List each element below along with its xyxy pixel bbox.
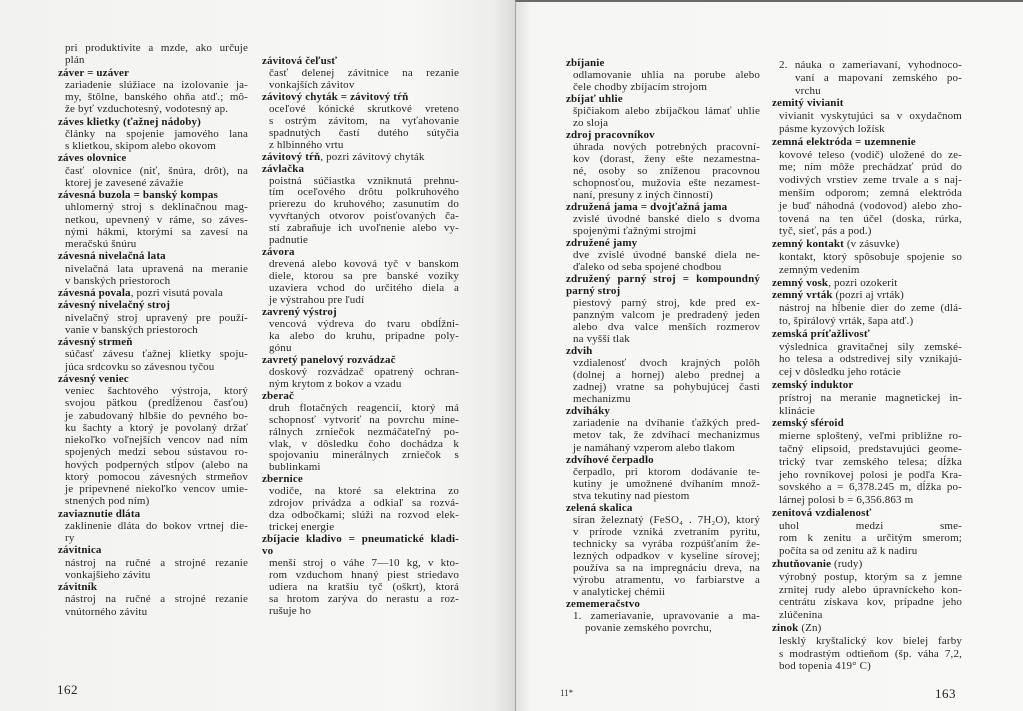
definition-line: zemným vedením [779,263,860,276]
headword-gloss: (Zn) [798,622,822,635]
definition-line: technicky sa vyrába rozpúšťaním že- [573,537,760,550]
definition-line: sa hrotom zarýva do nerastu a roz- [269,592,459,605]
headword: záver = uzáver [58,66,130,79]
headword: združené jamy [566,237,638,250]
definition-line: hových podperných stĺpov (alebo na [65,458,248,471]
headword: združený parný stroj = kompoundný [566,273,760,286]
definition-line: zdrojov privádza a odkiaľ sa rozvá- [269,497,459,510]
definition-line: zo sloja [573,117,609,130]
headword-continuation: parný stroj [566,285,621,298]
headword: závitník [58,581,98,593]
text-column [566,57,760,634]
definition-line: časť delenej závitnice na rezanie [269,66,459,79]
definition-line: drevená alebo kovová tyč v banskom [269,258,459,271]
definition-line: nástroj na ručné a strojné rezanie [65,593,248,606]
definition-line: vencová výdreva do tvaru obdĺžni- [269,317,459,330]
headword: zavrený výstroj [262,306,337,319]
definition-line: menší stroj o váhe 7—10 kg, v kto- [269,557,459,570]
definition-line: je výstrahou pre ľudí [269,294,365,307]
definition-line: diele, ktorou sa pre banské vozíky [269,270,459,283]
definition-line: tačný elipsoid, predstavujúci geome- [779,442,962,455]
definition-line: lezných odpadkov v kyseline sírovej; [573,549,760,562]
definition-line: uhlomerný stroj s deklinačnou mag- [65,201,248,214]
definition-line: čele chodby zbíjacím strojom [573,81,708,94]
definition-line: články na spojenie jamového lana [65,127,248,140]
definition-line: ho telesa a odstredivej sily vznikajú- [779,353,962,366]
headword: zdvíhové čerpadlo [566,453,654,466]
definition-line: vodivých vrstiev zeme trvale a s naj- [779,174,962,187]
definition-continuation: vrchu [795,84,821,97]
definition-line: používa sa na impregnáciu dreva, na [573,561,760,574]
entry-line [772,277,962,290]
definition-line: že byť vzduchotesný, vodotesný ap. [65,103,229,116]
definition-line: gónu [269,341,292,354]
definition-line: zariadenie slúžiace na izolovanie ja- [65,78,248,91]
definition-line: bod topenia 419° C) [779,660,871,673]
headword: závitnica [58,544,102,557]
headword: závesná povala [58,287,131,299]
definition-line: jeho rovníkovej polosi je podľa Kra- [779,468,962,481]
definition-line: nivelačný stroj upravený pre použí- [65,311,248,324]
definition-line: ku šachty a ktorý je povolaný držať [65,421,248,434]
definition-line: schopnosť vytvoriť na povrchu mine- [269,413,459,426]
definition-line: kontakt, ktorý spôsobuje spojenie so [779,250,962,263]
definition-line: uhol medzi sme- [779,519,962,532]
headword-gloss: , pozri ozokerit [828,276,898,289]
definition-line: stí zabraňuje ich uvoľnenie alebo vy- [269,222,459,235]
definition-line: cej v dôsledku jeho rotácie [779,366,901,379]
definition-line: výrobu atramentu, vo farbiarstve a [573,573,760,586]
headword: závitový chyták = závitový tŕň [262,90,409,103]
definition-line: súčasť závesu ťažnej klietky spoju- [65,348,248,361]
definition-line: uzaviera vchod do určitého diela a [269,282,459,295]
definition-line: počíta sa od zenitu až k nadiru [779,545,918,558]
definition-line: tovená na ten účel (doska, rúrka, [779,212,962,225]
definition-line: lesklý kryštalický kov bielej farby [779,634,962,647]
definition-line: trický tvar zemského telesa; dĺžka [779,455,962,468]
definition-line: panzným valcom je predradený jeden [573,309,760,322]
definition-line: zadnej) vratne sa pohybujúcej časti [573,381,760,394]
headword-continuation: vo [262,545,274,558]
definition-line: júca srdcovku so závesnou tyčou [65,360,215,373]
definition-line: stva tekutiny nad piestom [573,489,690,502]
headword: záves olovnice [58,152,127,165]
definition-line: vodiče, na ktoré sa elektrina zo [269,485,459,498]
definition-line: poistná súčiastka vzniknutá prehnu- [269,174,459,187]
definition-line: vivianit vyskytujúci sa v oxydačnom [779,110,962,123]
definition-line: stnených pod ním) [65,495,150,508]
definition-line: udiera na kratšiu tyč (oškrt), ktorá [269,580,459,593]
headword: zbernice [262,473,303,486]
definition-line: ry [65,532,75,544]
text-column [58,42,248,618]
definition-line: doskový rozvádzač opatrený ochran- [269,365,459,378]
definition-line: vnútorného závitu [65,605,148,618]
definition-line: piestový parný stroj, kde pred ex- [573,297,760,310]
headword: zemný kontakt [772,238,844,251]
definition-line: z hlbinného vrtu [269,138,344,151]
definition-line: ktorý pomocou závesných strmeňov [65,470,248,483]
definition-continuation: povanie zemského povrchu, [585,621,712,634]
definition-line: pri produktívite a mzde, ako určuje [65,42,248,54]
definition-line: je buď náhodná (vodovod) alebo zho- [779,199,962,212]
headword: zemný vrták [772,289,833,302]
definition-line: ktorej je zavesené závažie [65,176,184,189]
headword: zinok [772,622,799,635]
definition-line: veniec šachtového výstroja, ktorý [65,385,248,397]
definition-line: spojených medzi sebou sústavou ro- [65,446,248,459]
headword: zdviháky [566,405,610,418]
definition-line: me; ním môže prechádzať prúd do [779,161,962,174]
entry-line [772,289,962,302]
headword: zdroj pracovníkov [566,129,655,142]
headword: zaviaznutie dláta [58,507,141,520]
headword: závesný veniec [58,372,129,385]
definition-line: spojenými ťažnými strojmi [573,225,697,238]
definition-line: bublinkami [269,461,321,474]
definition-line: trickej energie [269,521,335,534]
definition-line: vonkajších závitov [269,78,355,91]
definition-line: 2. náuka o zameriavaní, vyhodnoco- [779,59,962,71]
definition-line: s ostrým závitom, na vyťahovanie [269,114,459,127]
definition-continuation: vaní a mapovaní zemského po- [795,71,962,84]
definition-line: vonkajšieho závitu [65,568,151,581]
headword: zemitý vivianit [772,97,844,110]
definition-line: v banských priestoroch [65,274,171,287]
definition-line: naní, presuny z iných činností) [573,189,713,202]
definition-line: kutiny je umožnené dvíhaním množ- [573,477,760,490]
definition-line: alebo dva valce menších rozmerov [573,321,760,334]
headword-gloss: (pozri aj vrták) [832,289,904,302]
definition-line: prierezu do kruhového; zasunutím do [269,198,459,211]
headword: závlačka [262,162,305,175]
definition-line: zaklinenie dláta do bokov vrtnej die- [65,519,248,532]
headword: zavretý panelový rozvádzač [262,353,396,366]
definition-line: s klietkou, skipom alebo okovom [65,140,217,152]
entry-line [772,622,962,635]
definition-line: druh flotačných reagencií, ktorý má [269,401,459,414]
definition-line: úhrada nových potrebných pracovní- [573,141,760,154]
definition-line: síran železnatý (FeSO₄ . 7H₂O), ktorý [573,513,760,526]
headword: závesná nivelačná lata [58,250,166,263]
definition-line: výrobný postup, ktorým sa z jemne [779,570,962,583]
definition-line: spojovaniu minerálnych zrniečok s [269,449,459,462]
text-column [772,59,962,673]
definition-line: nástroj na hĺbenie dier do zeme (dlá- [779,302,962,315]
definition-line: oceľové kónické skrutkové vreteno [269,102,459,115]
definition-line: rálnych zrniečok nezmáčateľný po- [269,425,459,438]
definition-line: tím oceľového drôtu polkruhového [269,186,459,199]
headword: zemský induktor [772,378,854,391]
definition-line: sovského a = 6,378.245 m, dĺžka po- [779,481,962,494]
definition-line: (dolnej a hornej) alebo prednej a [573,369,760,382]
text-column [262,56,459,618]
headword: zbíjanie [566,57,605,69]
definition-line: s modrastým odtieňom (šp. váha 7,2, [779,647,962,660]
definition-line: centrátu získava kov, prípadne jeho [779,596,962,609]
headword-gloss: , pozri visutá povala [130,287,224,299]
definition-line: kovové teleso (vodič) uložené do ze- [779,148,962,161]
definition-line: ďaleko od seba spojené chodbou [573,261,722,274]
headword: zbíjať uhlie [566,93,623,106]
definition-line: zlúčenina [779,609,823,622]
definition-line: pásme kyzových ložísk [779,122,885,135]
definition-line: je namáhaný vzperom alebo tlakom [573,441,735,454]
definition-line: nými hákmi, ktorými sa zavesí na [65,225,248,238]
definition-line: niekoľko voľnejších vencov nad ním [65,434,248,446]
definition-line: menším odporom; zemná elektróda [779,186,962,199]
definition-line: na vyšší tlak [573,333,630,346]
headword: zberač [262,389,295,402]
definition-line: vyvŕtaných otvorov poisťovaných ča- [269,210,459,223]
definition-line: čerpadlo, pri ktorom dodávanie te- [573,465,760,478]
definition-line: časť olovnice (niť, šnúra, drôt), na [65,164,248,177]
headword: závora [262,246,295,259]
definition-line: kov (dorast, ženy ešte nezamestna- [573,153,760,166]
headword: zbíjacie kladivo = pneumatické kladi- [262,533,459,546]
definition-line: je pripevnené niekoľko vencov umie- [65,483,248,495]
headword: zhutňovanie [772,558,832,571]
definition-line: schopnosťou, mužovia ešte nezamest- [573,177,760,190]
headword: závitový tŕň [262,150,321,163]
definition-line: netkou, upevnený v ráme, so záves- [65,213,248,226]
definition-line: plán [65,54,85,67]
definition-line: rušuje ho [269,604,311,617]
definition-line: vzdialenosť dvoch krajných polôh [573,357,760,370]
entry-line [262,152,459,164]
definition-line: v analytickej chémii [573,585,666,598]
definition-line: 1. zameriavanie, upravovanie a ma- [573,609,760,622]
definition-line: zvislé úvodné banské dielo s dvoma [573,213,760,226]
headword: zenitová vzdialenosť [772,506,872,519]
definition-line: rom k zenitu a určitým smerom; [779,532,962,545]
definition-line: to, špirálový vrták, šapa atď.) [779,314,914,327]
headword: zemská príťažlivosť [772,327,870,340]
definition-line: klinácie [779,404,816,417]
definition-line: né, osoby so zníženou pracovnou [573,165,760,178]
definition-line: metov tak, že zdvíhací mechanizmus [573,429,760,442]
headword: zememeračstvo [566,597,641,610]
definition-line: odlamovanie uhlia na porube alebo [573,69,760,82]
definition-line: my, štôlne, banského ohňa atď.; mô- [65,91,248,103]
headword: závesný strmeň [58,336,133,348]
definition-line: vlak, v dôsledku čoho dochádza k [269,437,459,450]
definition-line: nástroj na ručné a strojné rezanie [65,556,248,569]
definition-line: padnutie [269,234,309,247]
definition-line: rom vzduchom hnaný piest striedavo [269,568,459,581]
headword: združená jama = dvojťažná jama [566,201,728,214]
definition-line: prístroj na meranie magnetickej in- [779,391,962,404]
definition-line: lárnej polosi b = 6,356.863 m [779,494,914,507]
entry-line [772,558,962,571]
headword: zemský sféroid [772,417,844,430]
headword: záves klietky (ťažnej nádoby) [58,115,201,128]
definition-line: vanie v banských priestoroch [65,323,198,336]
definition-line: ka alebo do kruhu, prípadne poly- [269,329,459,342]
headword: zemný vosk [772,276,829,289]
definition-line: ným krytom z bokov a vzadu [269,377,402,390]
entry-line [58,287,248,299]
headword: zemná elektróda = uzemnenie [772,135,916,148]
definition-line: výslednica gravitačnej sily zemské- [779,340,962,353]
definition-line: špičiakom alebo zbíjačkou lámať uhlie [573,105,760,118]
headword: závitová čeľusť [262,55,338,67]
headword: zdvih [566,345,593,358]
headword: závesná buzola = banský kompas [58,189,218,201]
definition-line: meračskú šnúru [65,238,137,250]
definition-line: mierne sploštený, veľmi približne ro- [779,430,962,443]
page-number: 163 [935,686,956,701]
signature-mark: 11* [560,688,574,698]
right-page [515,0,1023,711]
definition-line: mechanizmu [573,393,631,406]
page-number: 162 [57,682,78,697]
entry-line [772,238,962,251]
definition-line: v prírode vzniká zvetraním pyritu, [573,525,760,538]
headword-gloss: (rudy) [831,558,863,571]
definition-line: spadnutých častí dutého sútyčia [269,126,459,139]
headword-gloss: , pozri závitový chyták [320,150,425,163]
headword-gloss: (v zásuvke) [843,238,900,251]
definition-line: zariadenie na dvíhanie ťažkých pred- [573,417,760,430]
definition-line: je zabudovaný hlbšie do pevného bo- [65,409,248,422]
headword: závesný nivelačný stroj [58,299,171,312]
definition-line: nivelačná lata upravená na meranie [65,262,248,275]
definition-line: zrnitej rudy alebo úpravníckeho kon- [779,583,962,596]
headword: zelená skalica [566,501,633,514]
definition-line: tyč, sieť, pás a pod.) [779,225,872,238]
definition-line: dza odbočkami; slúži na rozvod elek- [269,509,459,522]
definition-line: svojou pätkou (predĺženou časťou) [65,397,248,410]
definition-line: dve zvislé úvodné banské diela ne- [573,249,760,262]
